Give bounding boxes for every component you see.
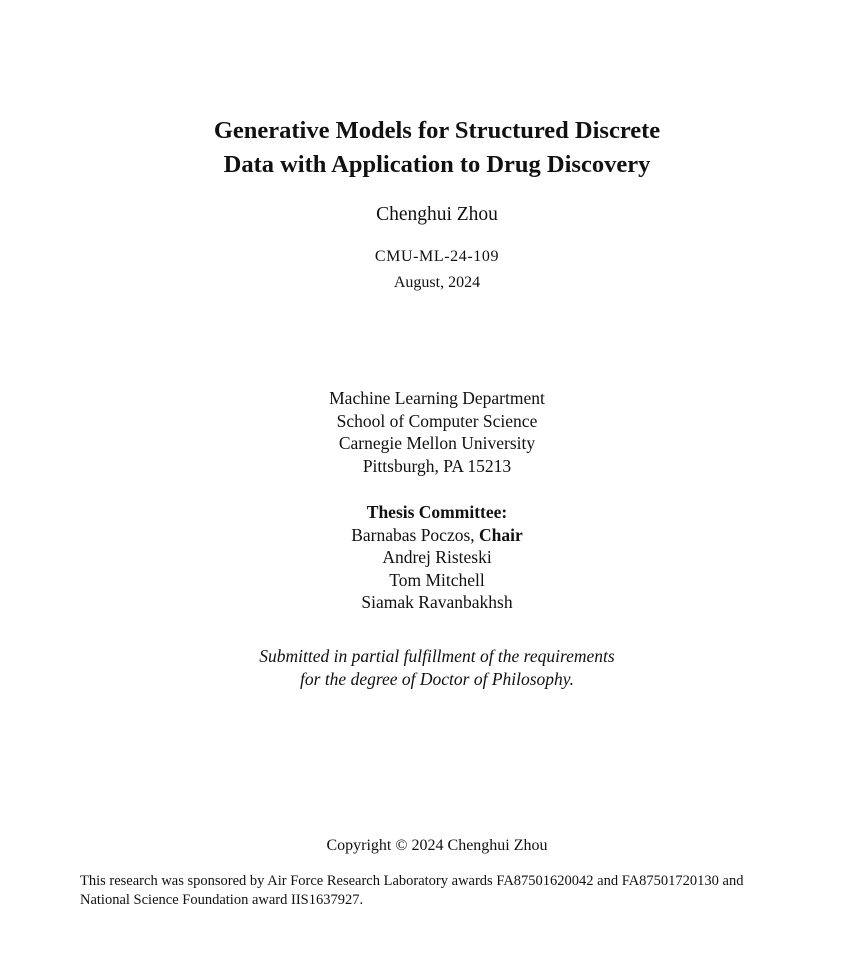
department-line: Machine Learning Department [329, 388, 545, 408]
sponsor-line-2: National Science Foundation award IIS1637927. [80, 892, 364, 908]
submission-line-2: for the degree of Doctor of Philosophy. [300, 668, 574, 689]
title-line-2: Data with Application to Drug Discovery [223, 151, 651, 178]
sponsor-line-1: This research was sponsored by Air Force Research Laboratory awards FA87501620042 and FA87501720130 and [80, 873, 744, 889]
committee-member: Andrej Risteski [382, 547, 492, 567]
submission-statement [0, 645, 851, 690]
thesis-committee [0, 501, 851, 614]
school-line: School of Computer Science [336, 410, 538, 431]
report-date: August, 2024 [393, 274, 481, 291]
chair-role: Chair [479, 524, 523, 545]
copyright-notice: Copyright © 2024 Chenghui Zhou [326, 837, 548, 854]
committee-chair [0, 524, 851, 547]
submission-line-1: Submitted in partial fulfillment of the requirements [259, 646, 615, 666]
committee-heading: Thesis Committee: [366, 502, 508, 522]
university-line: Carnegie Mellon University [338, 433, 536, 453]
committee-member: Siamak Ravanbakhsh [361, 592, 513, 612]
sponsor-statement [80, 872, 820, 910]
thesis-title [0, 114, 851, 182]
report-id: CMU-ML-24-109 [374, 248, 500, 265]
chair-name: Barnabas Poczos, [351, 524, 475, 545]
title-line-1: Generative Models for Structured Discrete [213, 117, 661, 144]
author-name: Chenghui Zhou [376, 204, 498, 225]
department-address [0, 387, 851, 477]
committee-member: Tom Mitchell [389, 569, 485, 590]
city-line: Pittsburgh, PA 15213 [362, 455, 512, 476]
